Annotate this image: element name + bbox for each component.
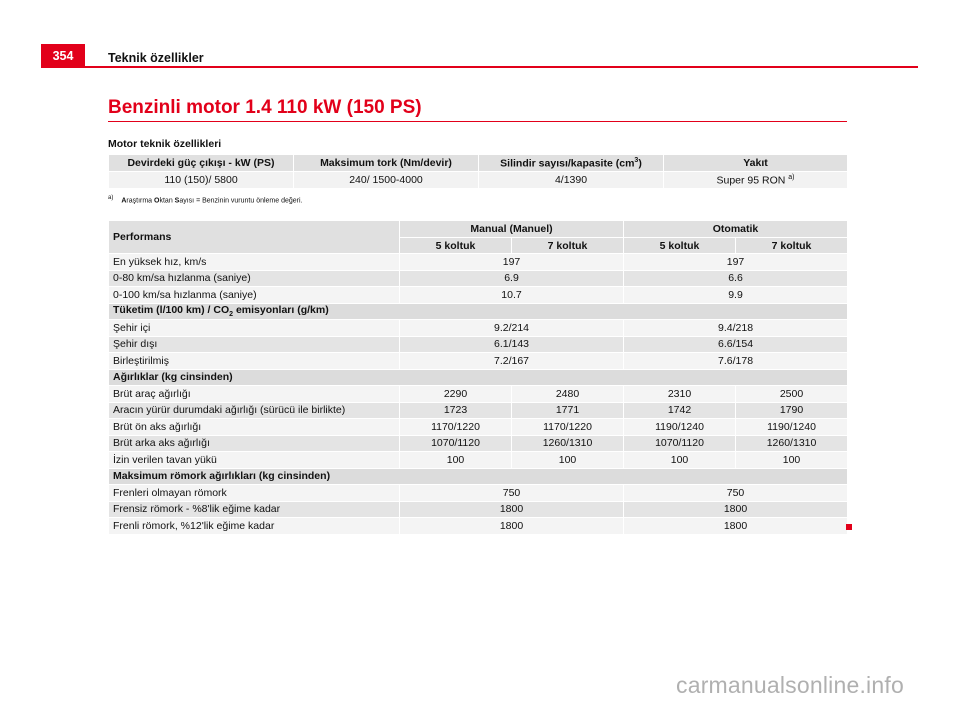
cell-value: 1190/1240 xyxy=(624,419,736,436)
spec-value-row xyxy=(109,172,848,189)
table-row xyxy=(109,501,848,518)
row-label: Brüt arka aks ağırlığı xyxy=(109,435,400,452)
cell-value: 1771 xyxy=(512,402,624,419)
trailer-title: Maksimum römork ağırlıkları (kg cinsinden) xyxy=(109,468,848,485)
auto-value: 7.6/178 xyxy=(624,353,848,370)
footnote: $^{a)}$ Araştırma Oktan Sayısı = Benzinin vuruntu önleme değeri. xyxy=(108,195,303,205)
row-label: Frenli römork, %12'lik eğime kadar xyxy=(109,518,400,535)
section-row-consumption xyxy=(109,303,848,320)
section-end-marker xyxy=(846,524,852,530)
seat-label: 7 koltuk xyxy=(736,238,848,254)
row-label: 0-80 km/sa hızlanma (saniye) xyxy=(109,270,400,287)
row-label: En yüksek hız, km/s xyxy=(109,254,400,271)
row-label: Brüt ön aks ağırlığı xyxy=(109,419,400,436)
manual-value: 7.2/167 xyxy=(400,353,624,370)
auto-value: 750 xyxy=(624,485,848,502)
table-row xyxy=(109,353,848,370)
section-title: Benzinli motor 1.4 110 kW (150 PS) xyxy=(108,97,422,118)
table-row xyxy=(109,485,848,502)
performance-label: Performans xyxy=(109,221,400,254)
watermark: carmanualsonline.info xyxy=(676,672,904,698)
table-row xyxy=(109,402,848,419)
section-row-weights xyxy=(109,369,848,386)
table-row xyxy=(109,419,848,436)
fuel-footnote-ref: a) xyxy=(788,173,795,181)
row-label: İzin verilen tavan yükü xyxy=(109,452,400,469)
auto-value: 197 xyxy=(624,254,848,271)
spec-header-cylinders: Silindir sayısı/kapasite $(cm^3)$ xyxy=(479,155,664,172)
cell-value: 2290 xyxy=(400,386,512,403)
performance-header-row xyxy=(109,221,848,238)
section-row-trailer xyxy=(109,468,848,485)
seat-label: 7 koltuk xyxy=(512,238,624,254)
cell-value: 1723 xyxy=(400,402,512,419)
spec-header-row xyxy=(109,155,848,172)
cell-value: 1190/1240 xyxy=(736,419,848,436)
cell-value: 100 xyxy=(624,452,736,469)
cell-value: 100 xyxy=(512,452,624,469)
engine-spec-table xyxy=(108,154,848,189)
cell-value: 100 xyxy=(736,452,848,469)
cell-value: 100 xyxy=(400,452,512,469)
auto-value: 9.9 xyxy=(624,287,848,304)
manual-value: 1800 xyxy=(400,501,624,518)
cell-value: 2310 xyxy=(624,386,736,403)
cell-value: 1790 xyxy=(736,402,848,419)
cell-value: 1742 xyxy=(624,402,736,419)
auto-value: 9.4/218 xyxy=(624,320,848,337)
table-row xyxy=(109,270,848,287)
group-manual: Manual (Manuel) xyxy=(400,221,624,238)
table-row xyxy=(109,320,848,337)
row-label: Birleştirilmiş xyxy=(109,353,400,370)
cell-value: 1260/1310 xyxy=(736,435,848,452)
table-row xyxy=(109,518,848,535)
auto-value: 6.6/154 xyxy=(624,336,848,353)
manual-value: 1800 xyxy=(400,518,624,535)
page-number: 354 xyxy=(52,49,74,63)
cell-value: 1170/1220 xyxy=(512,419,624,436)
seat-label: 5 koltuk xyxy=(624,238,736,254)
spec-value-power: 110 (150)/ 5800 xyxy=(109,172,294,189)
page-number-badge xyxy=(41,44,85,68)
table-row xyxy=(109,435,848,452)
table-row xyxy=(109,386,848,403)
table-row xyxy=(109,452,848,469)
weights-title: Ağırlıklar (kg cinsinden) xyxy=(109,369,848,386)
auto-value: 1800 xyxy=(624,501,848,518)
cell-value: 1260/1310 xyxy=(512,435,624,452)
spec-value-torque: 240/ 1500-4000 xyxy=(294,172,479,189)
row-label: Şehir dışı xyxy=(109,336,400,353)
cell-value: 2500 xyxy=(736,386,848,403)
row-label: Brüt araç ağırlığı xyxy=(109,386,400,403)
manual-value: 750 xyxy=(400,485,624,502)
consumption-title: Tüketim (l/100 $km) / CO_2$ emisyonları (g/km) xyxy=(109,303,848,320)
auto-value: 6.6 xyxy=(624,270,848,287)
spec-value-cylinders: 4/1390 xyxy=(479,172,664,189)
chapter-title: Teknik özellikler xyxy=(108,51,204,65)
table-row xyxy=(109,336,848,353)
row-label: Frenleri olmayan römork xyxy=(109,485,400,502)
spec-header-torque: Maksimum tork (Nm/devir) xyxy=(294,155,479,172)
spec-header-power: Devirdeki güç çıkışı - kW (PS) xyxy=(109,155,294,172)
auto-value: 1800 xyxy=(624,518,848,535)
group-automatic: Otomatik xyxy=(624,221,848,238)
manual-value: 10.7 xyxy=(400,287,624,304)
table-row xyxy=(109,254,848,271)
row-label: Frensiz römork - %8'lik eğime kadar xyxy=(109,501,400,518)
row-label: Şehir içi xyxy=(109,320,400,337)
seat-label: 5 koltuk xyxy=(400,238,512,254)
spec-table-title: Motor teknik özellikleri xyxy=(108,138,222,150)
manual-value: 9.2/214 xyxy=(400,320,624,337)
manual-value: 197 xyxy=(400,254,624,271)
cell-value: 1070/1120 xyxy=(624,435,736,452)
row-label: 0-100 km/sa hızlanma (saniye) xyxy=(109,287,400,304)
cell-value: 1170/1220 xyxy=(400,419,512,436)
manual-value: 6.9 xyxy=(400,270,624,287)
section-rule xyxy=(108,121,847,122)
row-label: Aracın yürür durumdaki ağırlığı (sürücü ile birlikte) xyxy=(109,402,400,419)
manual-value: 6.1/143 xyxy=(400,336,624,353)
spec-value-fuel: Super 95 RON $^{a)}$ xyxy=(664,172,848,189)
table-row xyxy=(109,287,848,304)
cell-value: 2480 xyxy=(512,386,624,403)
header-rule xyxy=(85,66,918,68)
spec-header-fuel: Yakıt xyxy=(664,155,848,172)
footnote-mark: a) xyxy=(108,195,114,201)
performance-table xyxy=(108,220,848,535)
cell-value: 1070/1120 xyxy=(400,435,512,452)
